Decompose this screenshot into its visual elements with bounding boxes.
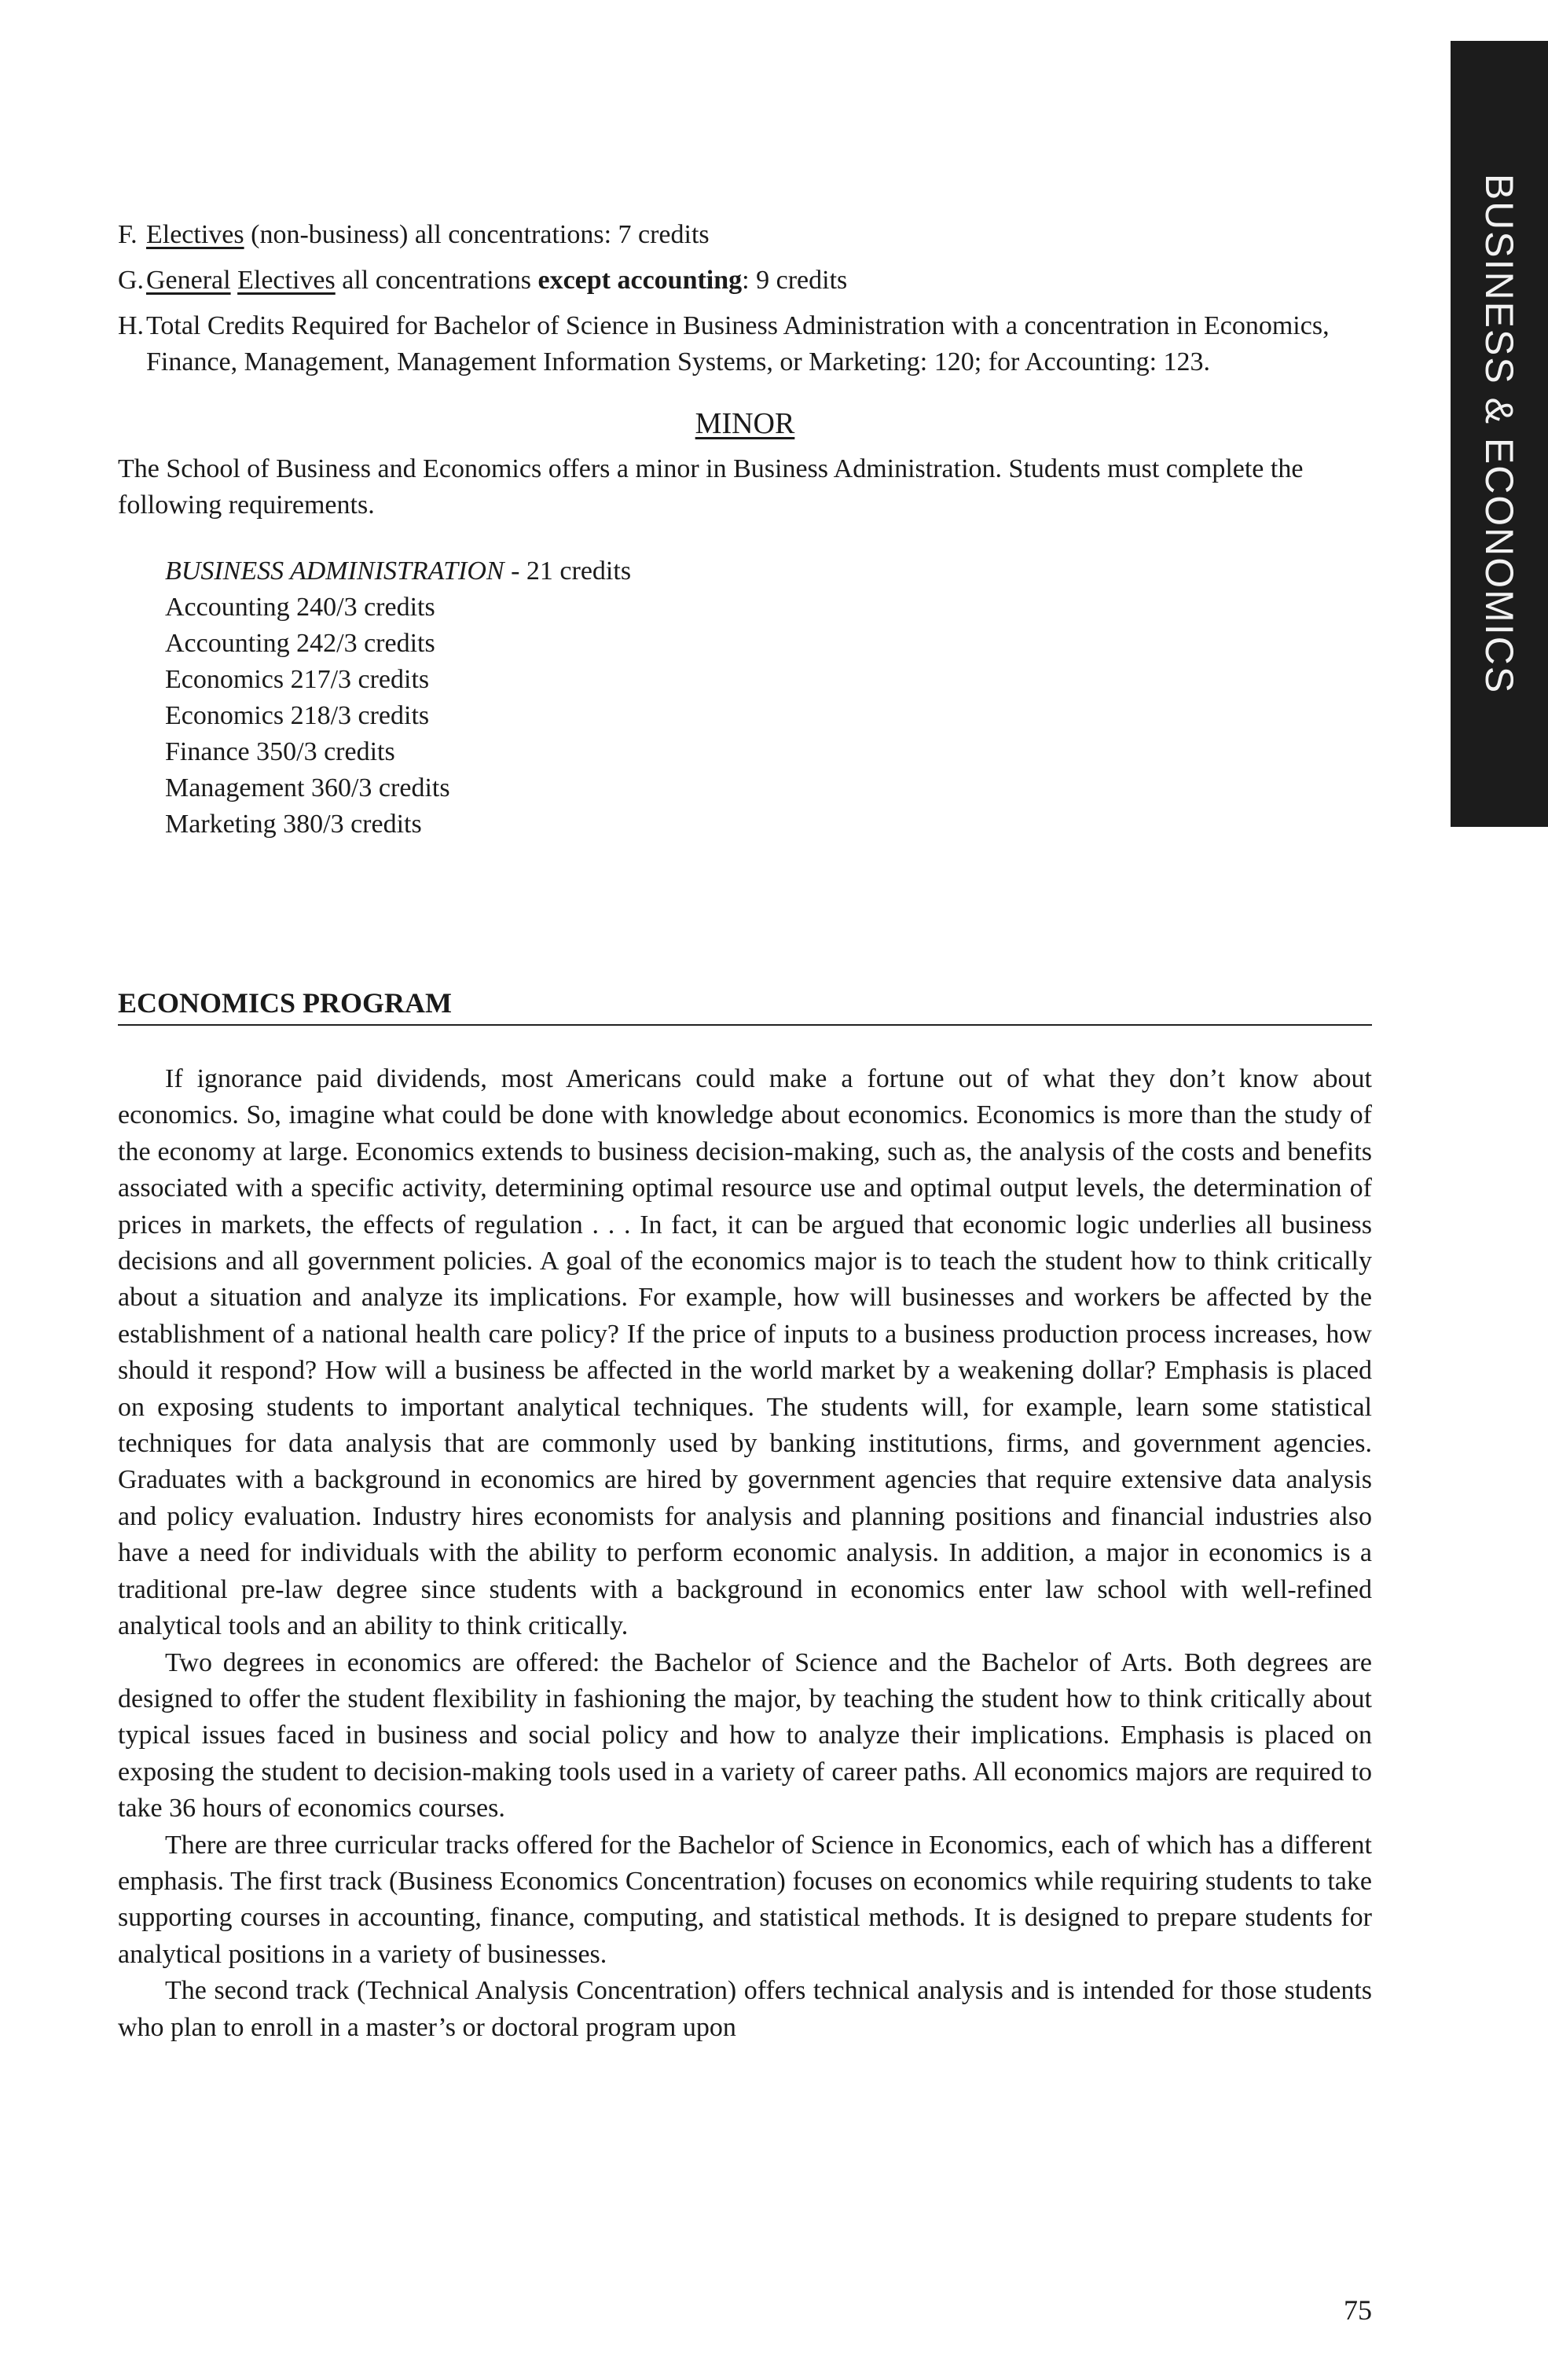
section-side-tab [1451,41,1548,827]
page-number: 75 [1344,2294,1372,2326]
electives-underlined: Electives [146,220,244,249]
minor-course-list [165,553,1372,843]
list-letter-f: F. [118,220,138,249]
list-letter-h: H. [118,311,145,340]
list-item: Finance 350/3 credits [165,737,395,766]
paragraph: There are three curricular tracks offered for the Bachelor of Science in Economics, each of which has a different emphasis. The first track (Business Economics Concentration) focuses on economics while requiring students to take supporting courses in accounting, finance, computing, and statistical methods. It is designed to prepare students for analytical positions in a variety of businesses. [118,1830,1372,1969]
list-item: Management 360/3 credits [165,773,450,803]
list-item: Marketing 380/3 credits [165,810,422,839]
requirements-list [118,217,1372,843]
list-item: Economics 218/3 credits [165,701,430,730]
list-g-text: : 9 credits [742,266,848,295]
list-item-f [118,217,1372,253]
list-g-middle: all concentrations [335,266,538,295]
electives-underlined-2: Electives [237,266,336,295]
list-letter-g: G. [118,266,145,295]
list-item: Accounting 240/3 credits [165,593,435,622]
list-f-text: (non-business) all concentrations: 7 credits [244,220,710,249]
general-underlined: General [146,266,231,295]
list-item-g [118,263,1372,299]
minor-heading: MINOR [695,407,795,440]
minor-intro: The School of Business and Economics offers a minor in Business Administration. Students must complete the following requirements. [118,454,1304,520]
economics-program-heading: ECONOMICS PROGRAM [118,985,1372,1026]
list-item: Accounting 242/3 credits [165,629,435,658]
paragraph: Two degrees in economics are offered: the Bachelor of Science and the Bachelor of Arts. Both degrees are designed to offer the student flexibility in fashioning the major, by teaching the student how to think critically about typical issues faced in business and social policy and how to analyze their implications. Emphasis is placed on exposing the student to decision-making tools used in a variety of career paths. All economics majors are required to take 36 hours of economics courses. [118,1647,1372,1824]
side-tab-label: BUSINESS & ECONOMICS [1477,173,1521,695]
list-item: Economics 217/3 credits [165,665,430,694]
list-h-text: Total Credits Required for Bachelor of Science in Business Administration with a concentration in Economics, Finance, Management, Management Information Systems, or Marketing: 120; for Accounting: 123. [146,311,1330,376]
minor-program-title: BUSINESS ADMINISTRATION - 21 credits [165,556,632,586]
economics-program-body [118,1061,1372,2046]
list-item-h [118,308,1372,380]
except-accounting-bold: except accounting [537,266,743,295]
paragraph: The second track (Technical Analysis Concentration) offers technical analysis and is intended for those students who plan to enroll in a master’s or doctoral program upon [118,1976,1372,2042]
paragraph: If ignorance paid dividends, most Americans could make a fortune out of what they don’t know about economics. So, imagine what could be done with knowledge about economics. Economics is more than the study of the economy at large. Economics extends to business decision-making, such as, the analysis of the costs and benefits associated with a specific activity, determining optimal resource use and optimal output levels, the determination of prices in markets, the effects of regulation . . . In fact, it can be argued that economic logic underlies all business decisions and all government policies. A goal of the economics major is to teach the student how to think critically about a situation and analyze its implications. For example, how will businesses and workers be affected by the establishment of a national health care policy? If the price of inputs to a business production process increases, how should it respond? How will a business be affected in the world market by a weakening dollar? Emphasis is placed on exposing students to important analytical techniques. The students will, for example, learn some statistical techniques for data analysis that are commonly used by banking institutions, firms, and government agencies. Graduates with a background in economics are hired by government agencies that require extensive data analysis and policy evaluation. Industry hires economists for analysis and planning positions and financial industries also have a need for individuals with the ability to perform economic analysis. In addition, a major in economics is a traditional pre-law degree since students with a background in economics enter law school with well-refined analytical tools and an ability to think critically. [118,1064,1372,1641]
